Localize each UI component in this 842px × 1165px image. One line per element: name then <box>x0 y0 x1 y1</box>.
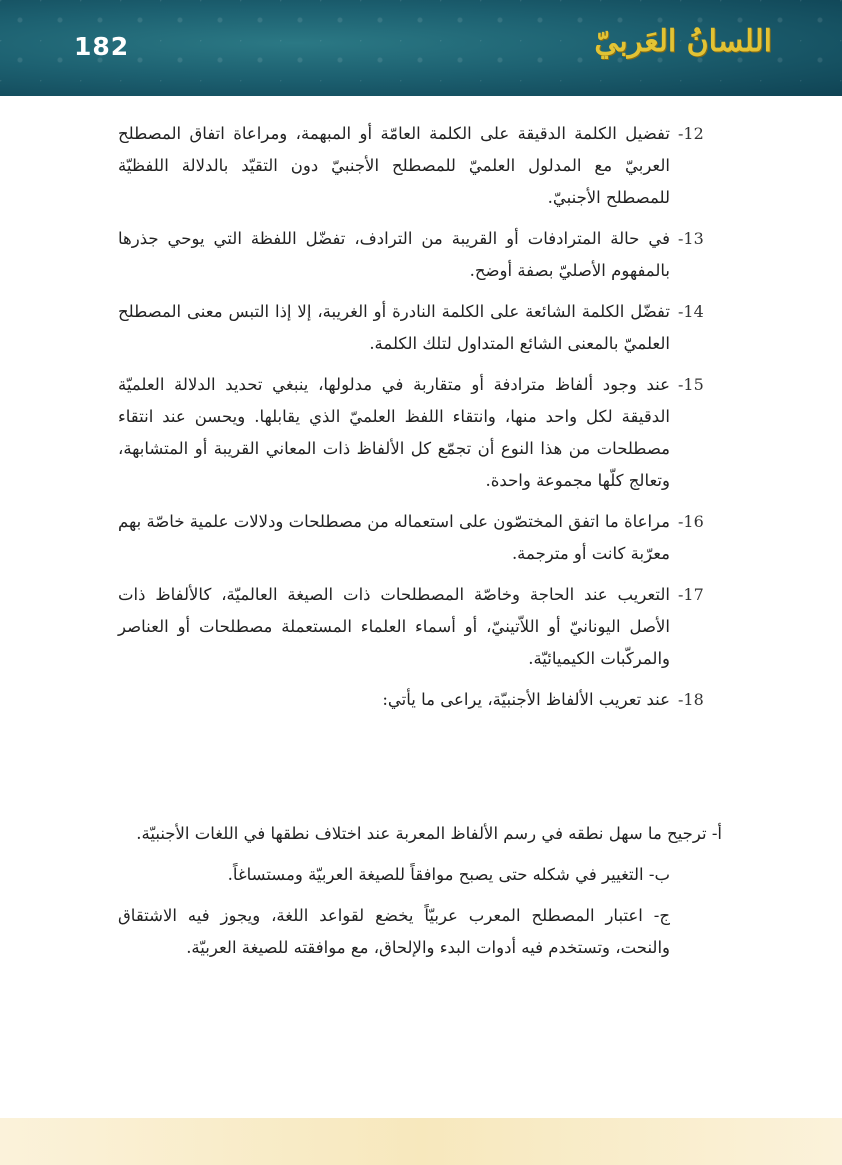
item-number: -17 <box>678 585 704 604</box>
sub-item-letter: ج- <box>653 906 670 925</box>
item-number: -13 <box>678 229 704 248</box>
list-item <box>118 369 704 497</box>
item-number: -12 <box>678 124 704 143</box>
page-number: 182 <box>74 32 130 61</box>
sub-item-letter: أ- <box>711 824 722 843</box>
item-number: -16 <box>678 512 704 531</box>
journal-logo: اللسانُ العَربيّ <box>594 24 772 59</box>
item-text: في حالة المترادفات أو القريبة من الترادف، تفضّل اللفظة التي يوحي جذرها بالمفهوم الأصليّ بصفة أوضح. <box>118 229 670 280</box>
sub-item-letter: ب- <box>648 865 670 884</box>
sub-item <box>118 900 670 964</box>
sub-item-text: التغيير في شكله حتى يصبح موافقاً للصيغة العربيّة ومستساغاً. <box>227 865 644 884</box>
item-text: عند وجود ألفاظ مترادفة أو متقاربة في مدلولها، ينبغي تحديد الدلالة العلميّة الدقيقة لكل واحد منها، وانتقاء اللفظ العلميّ الذي يقابلها. ويحسن عند انتقاء مصطلحات من هذا النوع أن تجمّع كل الألفاظ ذات المعاني القريبة أو المتشابهة، وتعالج كلّها مجموعة واحدة. <box>118 375 671 490</box>
sub-item <box>118 818 722 850</box>
item-number: -15 <box>678 375 704 394</box>
list-item <box>118 579 704 675</box>
page-header <box>0 0 842 96</box>
item-text: تفضيل الكلمة الدقيقة على الكلمة العامّة أو المبهمة، ومراعاة اتفاق المصطلح العربيّ مع المدلول العلميّ للمصطلح الأجنبيّ دون التقيّد بالدلالة اللفظيّة للمصطلح الأجنبيّ. <box>118 124 670 207</box>
sub-item-text: ترجيح ما سهل نطقه في رسم الألفاظ المعربة عند اختلاف نطقها في اللغات الأجنبيّة. <box>136 824 707 843</box>
sub-list <box>118 818 722 973</box>
sub-item-text: اعتبار المصطلح المعرب عربيّاً يخضع لقواعد اللغة، ويجوز فيه الاشتقاق والنحت، وتستخدم فيه أدوات البدء والإلحاق، مع موافقته للصيغة العربيّة. <box>118 906 670 957</box>
sub-item <box>118 859 670 891</box>
numbered-list <box>118 118 704 725</box>
list-item <box>118 506 704 570</box>
item-text: عند تعريب الألفاظ الأجنبيّة، يراعى ما يأتي: <box>382 690 670 709</box>
list-item <box>118 684 704 716</box>
page-footer-band <box>0 1118 842 1165</box>
item-number: -18 <box>678 690 704 709</box>
item-number: -14 <box>678 302 704 321</box>
list-item <box>118 223 704 287</box>
item-text: التعريب عند الحاجة وخاصّة المصطلحات ذات الصيغة العالميّة، كالألفاظ ذات الأصل اليونانيّ أو اللاّتينيّ، أو أسماء العلماء المستعملة مصطلحات أو العناصر والمركّبات الكيميائيّة. <box>118 585 670 668</box>
list-item <box>118 118 704 214</box>
item-text: تفضّل الكلمة الشائعة على الكلمة النادرة أو الغريبة، إلا إذا التبس معنى المصطلح العلميّ بالمعنى الشائع المتداول لتلك الكلمة. <box>118 302 670 353</box>
item-text: مراعاة ما اتفق المختصّون على استعماله من مصطلحات ودلالات علمية خاصّة بهم معرّبة كانت أو مترجمة. <box>118 512 670 563</box>
list-item <box>118 296 704 360</box>
